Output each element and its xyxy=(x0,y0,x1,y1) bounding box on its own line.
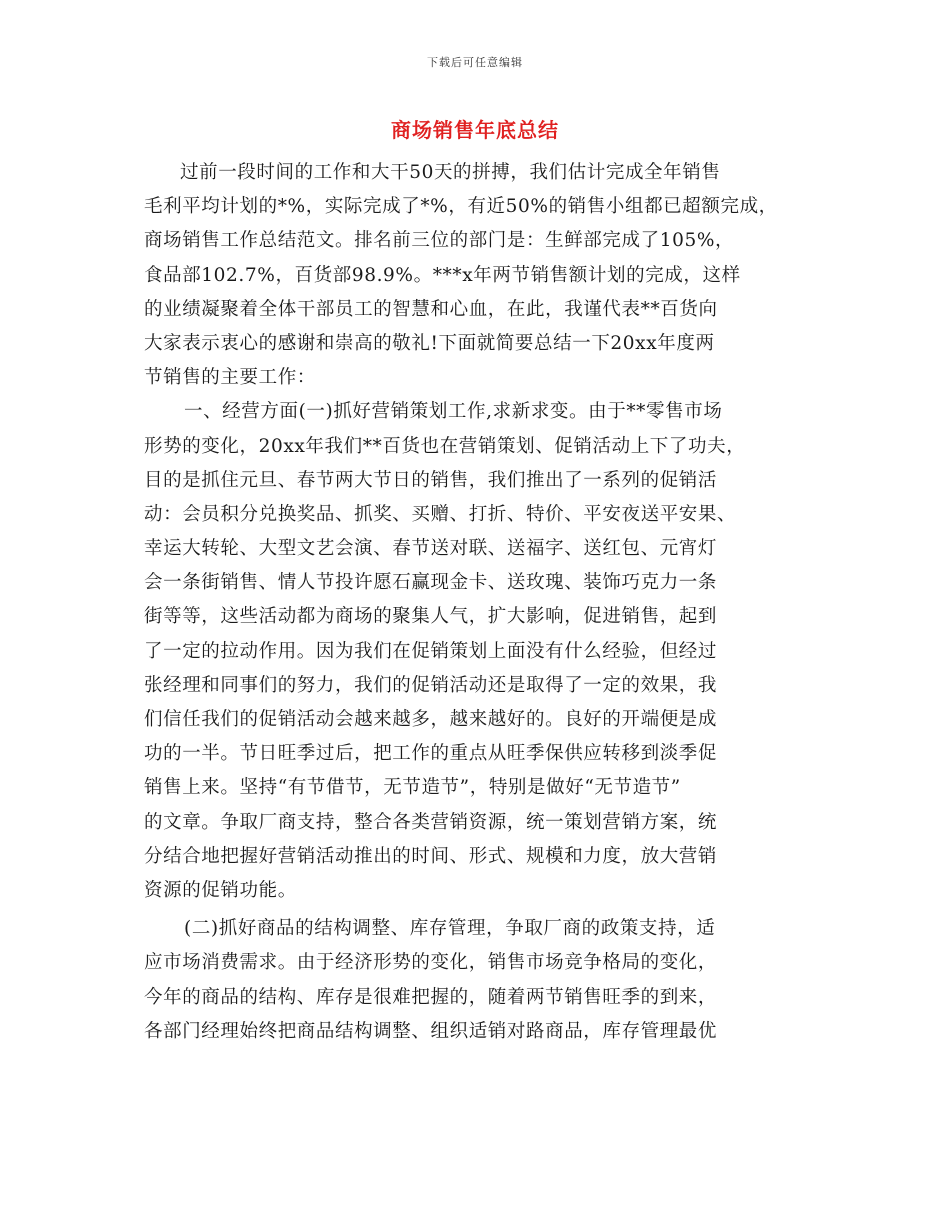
body-line: 们信任我们的促销活动会越来越多，越来越好的。良好的开端便是成 xyxy=(144,709,718,730)
body-line: 的文章。争取厂商支持，整合各类营销资源，统一策划营销方案，统 xyxy=(144,811,718,833)
body-line: 今年的商品的结构、库存是很难把握的，随着两节销售旺季的到来， xyxy=(144,986,718,1008)
body-line: 应市场消费需求。由于经济形势的变化，销售市场竞争格局的变化， xyxy=(144,952,718,974)
body-line: 形势的变化，20xx年我们**百货也在营销策划、促销活动上下了功夫， xyxy=(144,435,746,457)
body-line: 动：会员积分兑换奖品、抓奖、买赠、打折、特价、平安夜送平安果、 xyxy=(144,503,737,525)
body-line: 幸运大转轮、大型文艺会演、春节送对联、送福字、送红包、元宵灯 xyxy=(144,538,718,560)
body-line: 了一定的拉动作用。因为我们在促销策划上面没有什么经验，但经过 xyxy=(144,640,718,662)
body-line: (二)抓好商品的结构调整、库存管理，争取厂商的政策支持，适 xyxy=(184,918,716,940)
body-line: 分结合地把握好营销活动推出的时间、形式、规模和力度，放大营销 xyxy=(144,845,718,867)
header-note: 下载后可任意编辑 xyxy=(427,56,523,69)
body-line: 商场销售工作总结范文。排名前三位的部门是：生鲜部完成了105%， xyxy=(144,230,735,252)
body-line: 街等等，这些活动都为商场的聚集人气，扩大影响，促进销售，起到 xyxy=(144,606,718,628)
body-line: 食品部102.7%，百货部98.9%。***x年两节销售额计划的完成，这样 xyxy=(144,264,741,286)
body-line: 毛利平均计划的*%，实际完成了*%，有近50%的销售小组都已超额完成， xyxy=(144,196,778,218)
body-line: 目的是抓住元旦、春节两大节日的销售，我们推出了一系列的促销活 xyxy=(144,469,718,491)
body-line: 节销售的主要工作： xyxy=(144,367,316,389)
body-line: 资源的促销功能。 xyxy=(144,879,297,901)
body-line: 会一条街销售、情人节投许愿石赢现金卡、送玫瑰、装饰巧克力一条 xyxy=(144,572,718,594)
body-line: 张经理和同事们的努力，我们的促销活动还是取得了一定的效果，我 xyxy=(144,674,718,696)
document-title: 商场销售年底总结 xyxy=(391,118,559,142)
body-line: 的业绩凝聚着全体干部员工的智慧和心血，在此，我谨代表**百货向 xyxy=(144,298,718,320)
body-line: 过前一段时间的工作和大干50天的拼搏，我们估计完成全年销售 xyxy=(180,162,721,183)
body-line: 功的一半。节日旺季过后，把工作的重点从旺季保供应转移到淡季促 xyxy=(144,743,718,765)
body-line: 大家表示衷心的感谢和崇高的敬礼!下面就简要总结一下20xx年度两 xyxy=(144,332,715,354)
body-line: 一、经营方面(一)抓好营销策划工作,求新求变。由于**零售市场 xyxy=(184,401,723,423)
document-body xyxy=(144,156,834,1049)
body-line: 销售上来。坚持“有节借节，无节造节”，特别是做好“无节造节” xyxy=(144,777,681,799)
body-line: 各部门经理始终把商品结构调整、组织适销对路商品，库存管理最优 xyxy=(144,1020,718,1042)
